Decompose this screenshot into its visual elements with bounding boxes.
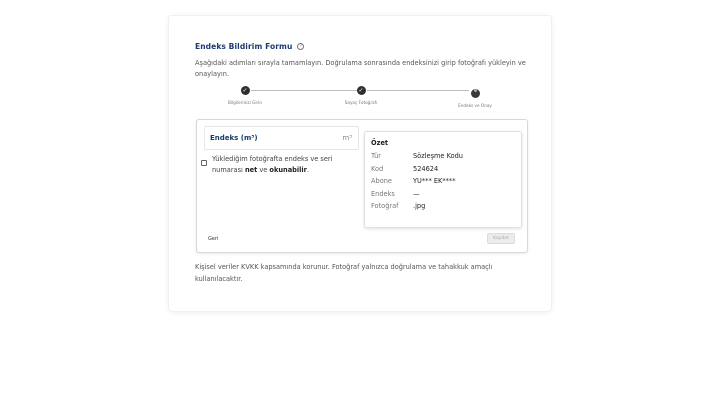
summary-row	[371, 150, 515, 163]
summary-title: Özet	[371, 139, 389, 147]
summary-key: Tür	[371, 152, 382, 160]
endeks-unit: m³	[342, 134, 352, 142]
summary-card	[364, 131, 522, 228]
summary-value: Sözleşme Kodu	[413, 152, 463, 160]
summary-key: Fotoğraf	[371, 202, 399, 210]
progress-stepper	[205, 86, 515, 112]
step-endeks-ve-onay[interactable]	[435, 86, 515, 108]
form-header	[195, 42, 304, 51]
summary-row	[371, 163, 515, 176]
summary-row	[371, 200, 515, 213]
step-bilgilerinizi-girin[interactable]	[205, 86, 285, 105]
check-icon: ✓	[242, 87, 248, 94]
step-sayac-fotografi[interactable]	[321, 86, 401, 105]
step-label: Bilgilerinizi Girin	[227, 100, 263, 105]
privacy-footnote: Kişisel veriler KVKK kapsamında korunur. Fotoğraf yalnızca doğrulama ve tahakkuk amaçlı kullanılacaktır.	[195, 263, 493, 283]
summary-value: .jpg	[413, 202, 426, 210]
endeks-panel	[196, 119, 528, 253]
endeks-label: Endeks (m³)	[210, 134, 258, 142]
form-card	[168, 15, 552, 312]
summary-key: Endeks	[371, 189, 395, 198]
save-button[interactable]: Kaydet	[487, 233, 515, 244]
summary-row	[371, 188, 515, 201]
summary-key: Abone	[371, 177, 392, 185]
form-description: Aşağıdaki adımları sırayla tamamlayın. Doğrulama sonrasında endeksinizi girip fotoğrafı yükleyin ve onaylayın.	[195, 59, 526, 78]
check-icon: ✓	[358, 87, 364, 94]
confirmation-checkbox[interactable]	[201, 160, 207, 166]
confirmation-row[interactable]	[201, 154, 361, 176]
summary-key: Kod	[371, 164, 384, 173]
summary-value: YU*** EK****	[413, 177, 456, 185]
form-title: Endeks Bildirim Formu	[195, 42, 293, 51]
help-circle-icon[interactable]: ?	[297, 43, 304, 50]
confirmation-text: Yüklediğim fotoğrafta endeks ve seri numarası net ve okunabilir.	[212, 155, 333, 174]
summary-value: —	[413, 189, 420, 198]
step-label: Endeks ve Onay	[458, 103, 492, 108]
step-label: Sayaç Fotoğrafı	[344, 100, 378, 105]
dot-icon	[471, 89, 480, 98]
endeks-input[interactable]	[204, 126, 359, 150]
summary-value: 524624	[413, 164, 439, 173]
summary-row	[371, 175, 515, 188]
back-button[interactable]: Geri	[208, 236, 219, 242]
